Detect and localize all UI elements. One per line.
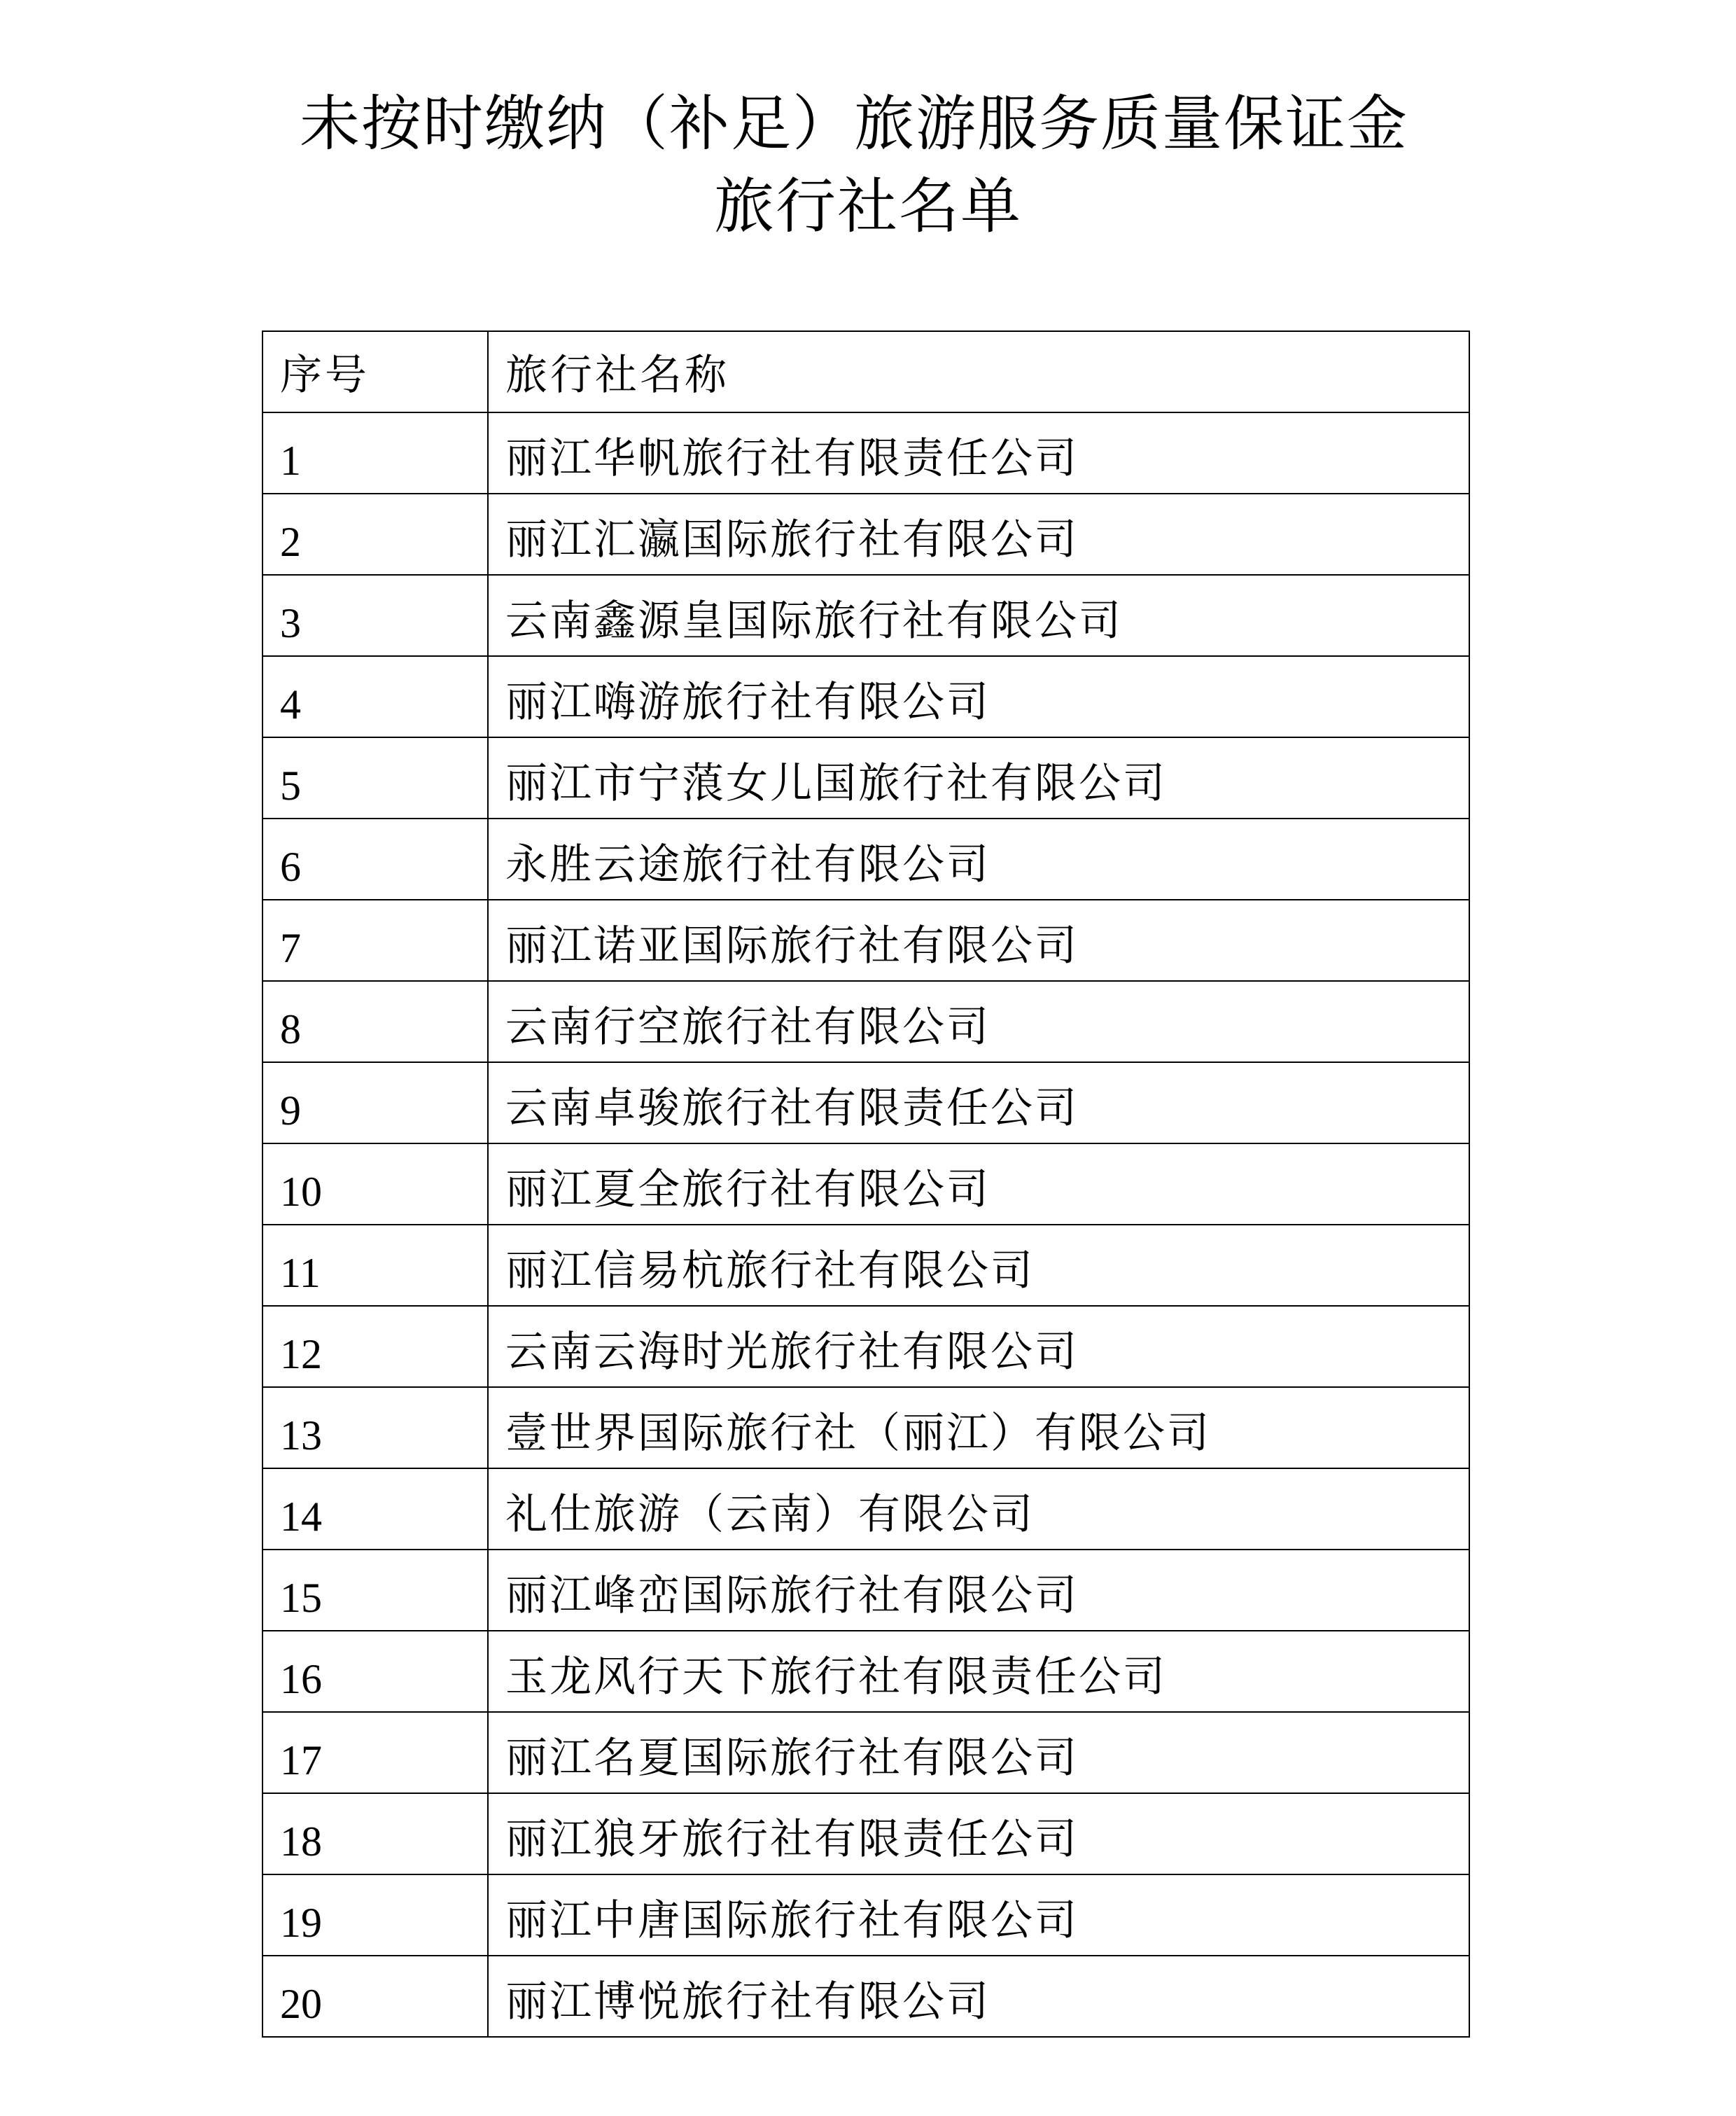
table-row xyxy=(262,656,1469,737)
agency-name: 云南鑫源皇国际旅行社有限公司 xyxy=(488,575,1469,656)
agency-name: 永胜云途旅行社有限公司 xyxy=(488,819,1469,900)
table-row xyxy=(262,1712,1469,1793)
row-number: 20 xyxy=(262,1956,488,2037)
row-number: 18 xyxy=(262,1793,488,1874)
agency-name: 玉龙风行天下旅行社有限责任公司 xyxy=(488,1631,1469,1712)
agency-name: 丽江博悦旅行社有限公司 xyxy=(488,1956,1469,2037)
table-row xyxy=(262,1793,1469,1874)
agency-name: 云南卓骏旅行社有限责任公司 xyxy=(488,1062,1469,1143)
agency-name: 云南行空旅行社有限公司 xyxy=(488,981,1469,1062)
row-number: 17 xyxy=(262,1712,488,1793)
row-number: 2 xyxy=(262,494,488,575)
row-number: 3 xyxy=(262,575,488,656)
table-row xyxy=(262,1874,1469,1956)
travel-agency-table xyxy=(262,330,1470,2038)
table-row xyxy=(262,1631,1469,1712)
row-number: 19 xyxy=(262,1874,488,1956)
table-row xyxy=(262,575,1469,656)
table-row xyxy=(262,412,1469,494)
row-number: 9 xyxy=(262,1062,488,1143)
agency-name: 礼仕旅游（云南）有限公司 xyxy=(488,1468,1469,1550)
row-number: 11 xyxy=(262,1225,488,1306)
table-row xyxy=(262,1143,1469,1225)
agency-name: 丽江信易杭旅行社有限公司 xyxy=(488,1225,1469,1306)
agency-name: 丽江峰峦国际旅行社有限公司 xyxy=(488,1550,1469,1631)
agency-name: 丽江华帆旅行社有限责任公司 xyxy=(488,412,1469,494)
agency-name: 丽江嗨游旅行社有限公司 xyxy=(488,656,1469,737)
row-number: 10 xyxy=(262,1143,488,1225)
table-row xyxy=(262,1468,1469,1550)
table-row xyxy=(262,900,1469,981)
agency-name: 壹世界国际旅行社（丽江）有限公司 xyxy=(488,1387,1469,1468)
agency-name: 云南云海时光旅行社有限公司 xyxy=(488,1306,1469,1387)
row-number: 5 xyxy=(262,737,488,819)
row-number: 8 xyxy=(262,981,488,1062)
agency-name: 丽江汇瀛国际旅行社有限公司 xyxy=(488,494,1469,575)
table-header-row xyxy=(262,331,1469,412)
agency-name: 丽江诺亚国际旅行社有限公司 xyxy=(488,900,1469,981)
table-row xyxy=(262,1306,1469,1387)
row-number: 14 xyxy=(262,1468,488,1550)
row-number: 6 xyxy=(262,819,488,900)
row-number: 4 xyxy=(262,656,488,737)
column-header-agency-name: 旅行社名称 xyxy=(488,331,1469,412)
agency-name: 丽江夏全旅行社有限公司 xyxy=(488,1143,1469,1225)
table-row xyxy=(262,819,1469,900)
table-row xyxy=(262,1956,1469,2037)
row-number: 16 xyxy=(262,1631,488,1712)
column-header-serial-number: 序号 xyxy=(262,331,488,412)
document-title-line-2: 旅行社名单 xyxy=(714,172,1022,242)
table-row xyxy=(262,981,1469,1062)
row-number: 12 xyxy=(262,1306,488,1387)
agency-name: 丽江中唐国际旅行社有限公司 xyxy=(488,1874,1469,1956)
table-row xyxy=(262,737,1469,819)
table-row xyxy=(262,1062,1469,1143)
agency-name: 丽江市宁蒗女儿国旅行社有限公司 xyxy=(488,737,1469,819)
document-title-line-1: 未按时缴纳（补足）旅游服务质量保证金 xyxy=(300,89,1408,159)
agency-name: 丽江名夏国际旅行社有限公司 xyxy=(488,1712,1469,1793)
table-row xyxy=(262,1550,1469,1631)
table-row xyxy=(262,1387,1469,1468)
row-number: 15 xyxy=(262,1550,488,1631)
row-number: 7 xyxy=(262,900,488,981)
table-row xyxy=(262,494,1469,575)
row-number: 13 xyxy=(262,1387,488,1468)
agency-name: 丽江狼牙旅行社有限责任公司 xyxy=(488,1793,1469,1874)
table-row xyxy=(262,1225,1469,1306)
row-number: 1 xyxy=(262,412,488,494)
